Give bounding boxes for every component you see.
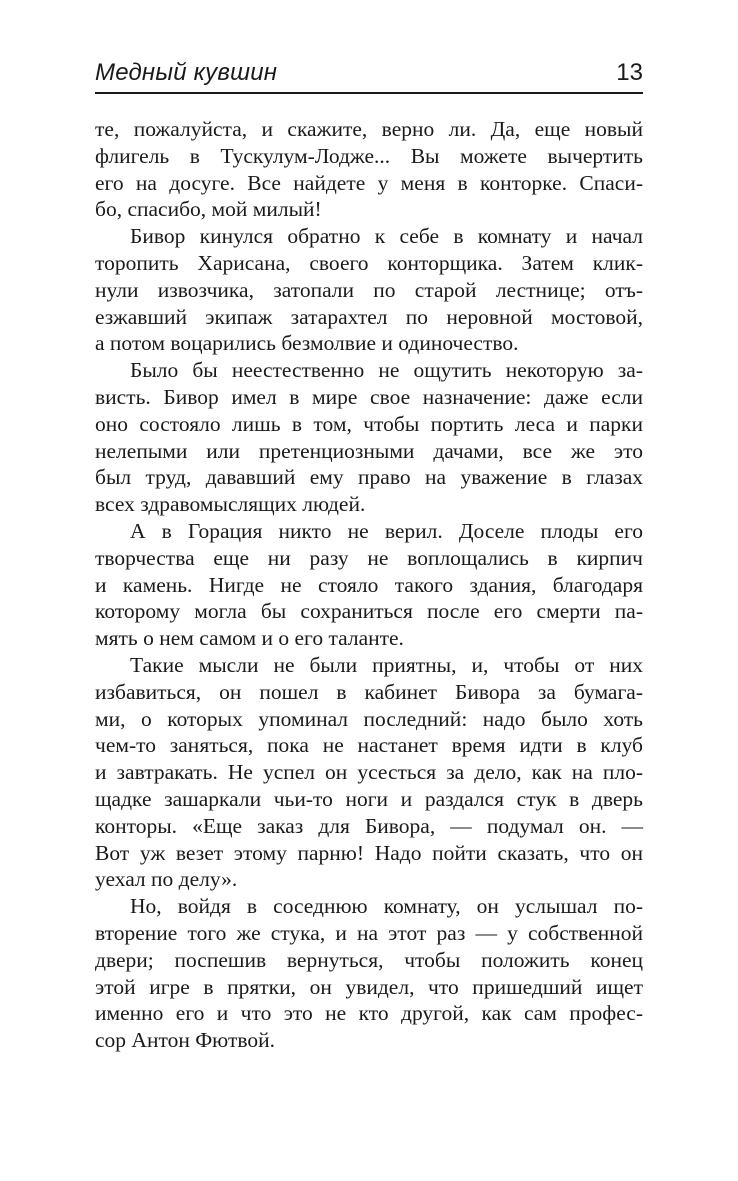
text-line: его на досуге. Все найдете у меня в конторке. Спаси- — [95, 170, 643, 195]
page-number: 13 — [616, 59, 643, 86]
text-line: езжавший экипаж затарахтел по неровной мостовой, — [95, 304, 643, 329]
text-line: Вот уж везет этому парню! Надо пойти сказать, что он — [95, 840, 643, 865]
text-line: нелепыми или претенциозными дачами, все же это — [95, 438, 643, 463]
text-line: Было бы неестественно не ощутить некоторую за- — [130, 358, 643, 383]
text-line: чем-то заняться, пока не настанет время идти в клуб — [95, 733, 643, 758]
text-line: флигель в Тускулум-Лодже... Вы можете вычертить — [95, 143, 643, 168]
text-line: уехал по делу». — [95, 867, 238, 892]
text-line: именно его и что это не кто другой, как сам профес- — [95, 1001, 643, 1026]
text-line: бо, спасибо, мой милый! — [95, 197, 322, 222]
text-line: те, пожалуйста, и скажите, верно ли. Да, еще новый — [95, 117, 643, 141]
text-line: конторы. «Еще заказ для Бивора, — подумал он. — — [95, 813, 643, 838]
text-line: двери; поспешив вернуться, чтобы положить конец — [95, 947, 643, 972]
text-line: всех здравомыслящих людей. — [95, 492, 366, 517]
text-line: творчества еще ни разу не воплощались в кирпич — [95, 545, 643, 570]
text-line: а потом воцарились безмолвие и одиночество. — [95, 331, 519, 356]
text-line: А в Горация никто не верил. Доселе плоды его — [130, 518, 643, 543]
paragraph — [95, 223, 643, 357]
text-line: мять о нем самом и о его таланте. — [95, 626, 404, 651]
text-line: ми, о которых упоминал последний: надо было хоть — [95, 706, 643, 731]
paragraph — [95, 893, 643, 1054]
body-text — [95, 116, 643, 1054]
text-line: этой игре в прятки, он увидел, что пришедший ищет — [95, 974, 643, 999]
text-line: висть. Бивор имел в мире свое назначение: даже если — [95, 384, 643, 409]
text-line: и завтракать. Не успел он усесться за дело, как на пло- — [95, 760, 643, 785]
text-line: щадке зашаркали чьи-то ноги и раздался стук в дверь — [95, 786, 643, 811]
text-line: оно состояло лишь в том, чтобы портить леса и парки — [95, 411, 643, 436]
paragraph — [95, 357, 643, 518]
text-line: нули извозчика, затопали по старой лестнице; отъ- — [95, 277, 643, 302]
text-line: Такие мысли не были приятны, и, чтобы от них — [130, 652, 643, 677]
text-line: был труд, дававший ему право на уважение в глазах — [95, 465, 643, 490]
text-line: которому могла бы сохраниться после его смерти па- — [95, 599, 643, 624]
text-line: Но, войдя в соседнюю комнату, он услышал по- — [130, 894, 643, 919]
text-line: избавиться, он пошел в кабинет Бивора за бумага- — [95, 679, 643, 704]
text-line: сор Антон Фютвой. — [95, 1028, 275, 1053]
paragraph — [95, 652, 643, 893]
page-header — [95, 52, 643, 94]
text-line: торопить Харисана, своего конторщика. Затем клик- — [95, 250, 643, 275]
text-line: и камень. Нигде не стояло такого здания, благодаря — [95, 572, 643, 597]
running-title: Медный кувшин — [95, 59, 278, 86]
paragraph — [95, 518, 643, 652]
paragraph — [95, 116, 643, 223]
text-line: вторение того же стука, и на этот раз — у собственной — [95, 920, 643, 945]
text-line: Бивор кинулся обратно к себе в комнату и начал — [130, 224, 643, 249]
